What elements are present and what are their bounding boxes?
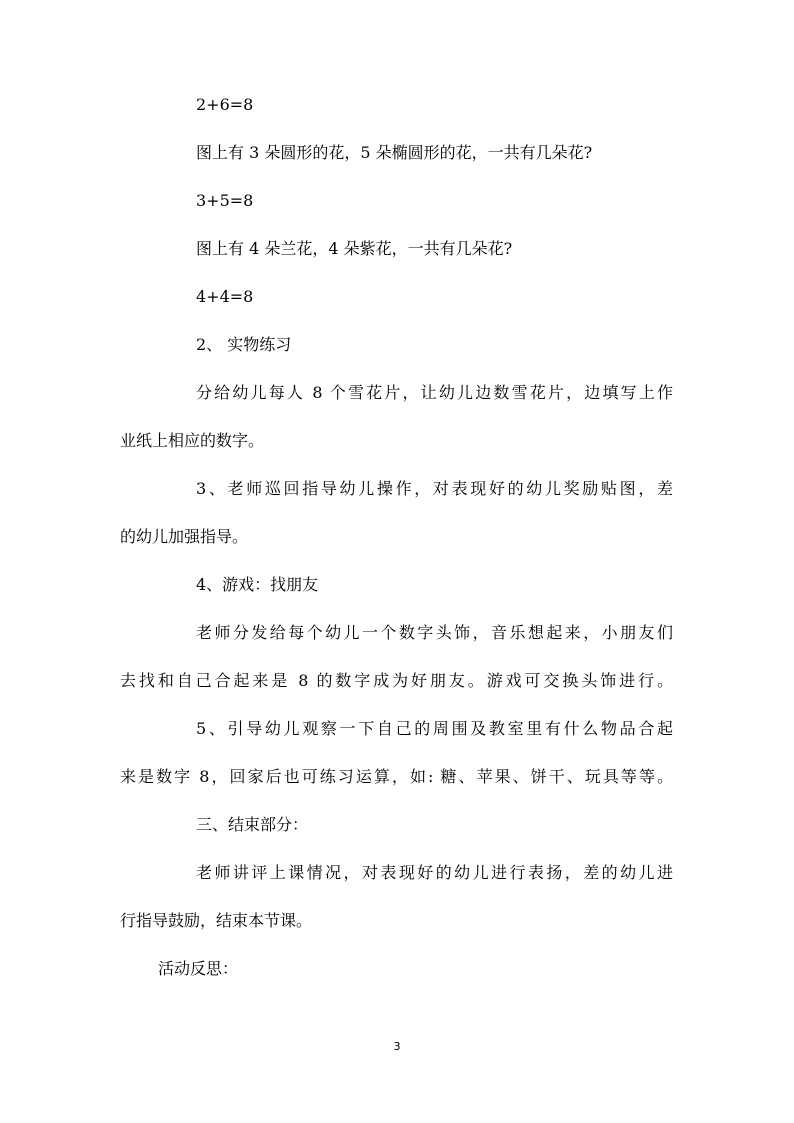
paragraph-line: 分给幼儿每人 8 个雪花片，让幼儿边数雪花片，边填写上作: [196, 383, 673, 402]
paragraph-line: 业纸上相应的数字。: [120, 431, 265, 450]
equation-line: 4+4=8: [196, 287, 254, 306]
equation-line: 2+6=8: [196, 95, 254, 114]
section-heading: 三、结束部分：: [196, 815, 309, 834]
question-line: 图上有 3 朵圆形的花，5 朵椭圆形的花，一共有几朵花?: [196, 143, 593, 162]
section-heading: 2、 实物练习: [196, 335, 292, 354]
page-number: 3: [393, 1040, 401, 1053]
paragraph-line: 老师讲评上课情况，对表现好的幼儿进行表扬，差的幼儿进: [196, 863, 673, 882]
section-heading: 4、游戏：找朋友: [196, 575, 319, 594]
paragraph-line: 来是数字 8，回家后也可练习运算，如: 糖、苹果、饼干、玩具等等。: [120, 767, 673, 786]
equation-line: 3+5=8: [196, 191, 254, 210]
question-line: 图上有 4 朵兰花，4 朵紫花，一共有几朵花?: [196, 239, 513, 258]
paragraph-line: 去找和自己合起来是 8 的数字成为好朋友。游戏可交换头饰进行。: [120, 671, 673, 690]
paragraph-line: 老师分发给每个幼儿一个数字头饰，音乐想起来，小朋友们: [196, 623, 673, 642]
paragraph-line: 行指导鼓励，结束本节课。: [120, 911, 313, 930]
paragraph-line: 3、老师巡回指导幼儿操作，对表现好的幼儿奖励贴图，差: [196, 479, 673, 498]
section-heading: 活动反思：: [158, 959, 239, 978]
paragraph-line: 的幼儿加强指导。: [120, 527, 249, 546]
paragraph-line: 5、引导幼儿观察一下自己的周围及教室里有什么物品合起: [196, 719, 673, 738]
